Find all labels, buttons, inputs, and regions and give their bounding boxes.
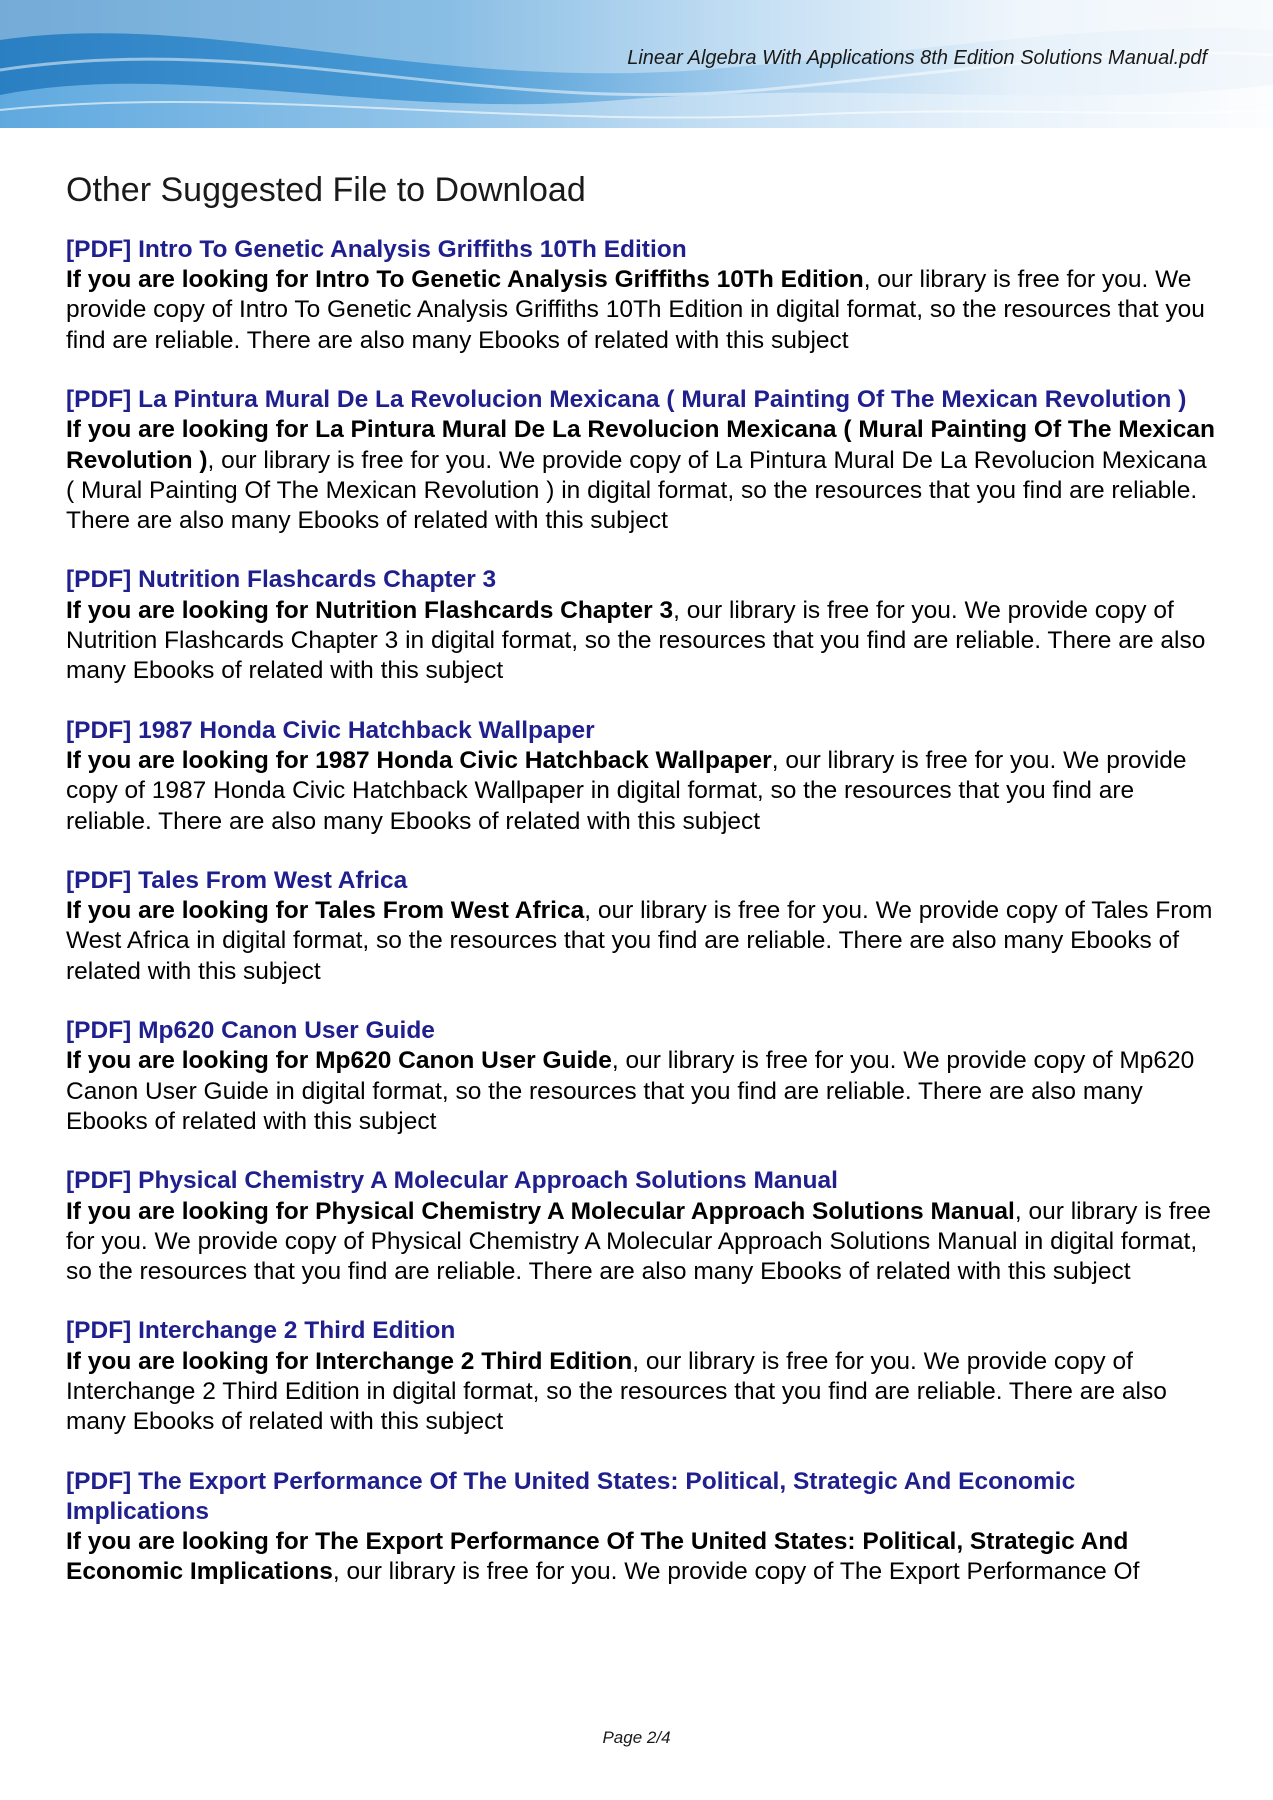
entry-description [66,1046,1216,1137]
suggested-file-link[interactable]: [PDF] Tales From West Africa [66,866,408,894]
entry-description-rest: , our library is free for you. We provide copy of The Export Performance Of [332,1558,1140,1586]
list-item [66,1467,1216,1588]
header-banner [0,0,1273,128]
page-number: Page 2/4 [602,1728,671,1747]
entry-description-rest: , our library is free for you. We provide copy of Nutrition Flashcards Chapter 3 in digital format, so the resources that you find are reliable. There are also many Ebooks of related with this subject [66,596,1206,685]
entry-description [66,1347,1216,1438]
entry-description-rest: , our library is free for you. We provide copy of Tales From West Africa in digital format, so the resources that you find are reliable. There are also many Ebooks of related with this subject [66,897,1213,985]
entry-description [66,1197,1216,1288]
entry-description-bold: If you are looking for La Pintura Mural De La Revolucion Mexicana ( Mural Painting Of The Mexican Revolution ) [66,416,1215,474]
suggested-file-link[interactable]: [PDF] Interchange 2 Third Edition [66,1317,456,1345]
suggested-file-link[interactable]: [PDF] Physical Chemistry A Molecular Approach Solutions Manual [66,1167,838,1195]
entry-description-bold: If you are looking for Mp620 Canon User Guide [66,1047,612,1075]
suggested-file-link[interactable]: [PDF] Nutrition Flashcards Chapter 3 [66,566,497,594]
entry-description-bold: If you are looking for The Export Performance Of The United States: Political, Strategic And Economic Implications [66,1528,1129,1586]
entry-description-bold: If you are looking for Tales From West Africa [66,897,585,925]
entry-description [66,1527,1216,1588]
entry-description-rest: , our library is free for you. We provide copy of Interchange 2 Third Edition in digital format, so the resources that you find are reliable. There are also many Ebooks of related with this subject [66,1347,1167,1436]
entry-description [66,265,1216,356]
suggested-file-link[interactable]: [PDF] Intro To Genetic Analysis Griffiths 10Th Edition [66,235,687,263]
entry-description [66,596,1216,687]
entry-description-bold: If you are looking for Interchange 2 Third Edition [66,1347,633,1375]
suggested-file-link[interactable]: [PDF] The Export Performance Of The United States: Political, Strategic And Economic Implications [66,1467,1076,1525]
entry-description [66,896,1216,987]
main-content [66,170,1216,1617]
entry-description-rest: , our library is free for you. We provide copy of La Pintura Mural De La Revolucion Mexicana ( Mural Painting Of The Mexican Revolution ) in digital format, so the resources that you find are reliable. There are also many Ebooks of related with this subject [66,446,1207,535]
suggested-file-link[interactable]: [PDF] 1987 Honda Civic Hatchback Wallpaper [66,716,595,744]
list-item [66,1166,1216,1287]
section-heading: Other Suggested File to Download [66,171,586,209]
list-item [66,716,1216,837]
list-item [66,565,1216,686]
entry-description-bold: If you are looking for 1987 Honda Civic Hatchback Wallpaper [66,746,772,774]
entry-description [66,415,1216,536]
entry-description-rest: , our library is free for you. We provide copy of 1987 Honda Civic Hatchback Wallpaper in digital format, so the resources that you find are reliable. There are also many Ebooks of related with this subject [66,746,1187,835]
entry-description-rest: , our library is free for you. We provide copy of Mp620 Canon User Guide in digital format, so the resources that you find are reliable. There are also many Ebooks of related with this subject [66,1047,1195,1135]
list-item [66,235,1216,356]
list-item [66,1316,1216,1437]
suggested-file-link[interactable]: [PDF] La Pintura Mural De La Revolucion Mexicana ( Mural Painting Of The Mexican Revolution ) [66,385,1187,413]
entry-description-rest: , our library is free for you. We provide copy of Intro To Genetic Analysis Griffiths 10Th Edition in digital format, so the resources that you find are reliable. There are also many Ebooks of related with this subject [66,266,1205,354]
list-item [66,385,1216,536]
entry-description-rest: , our library is free for you. We provide copy of Physical Chemistry A Molecular Approach Solutions Manual in digital format, so the resources that you find are reliable. There are also many Ebooks of related with this subject [66,1197,1211,1286]
entry-description-bold: If you are looking for Nutrition Flashcards Chapter 3 [66,596,674,624]
suggested-file-link[interactable]: [PDF] Mp620 Canon User Guide [66,1017,435,1045]
entry-description-bold: If you are looking for Physical Chemistry A Molecular Approach Solutions Manual [66,1197,1015,1225]
document-title: Linear Algebra With Applications 8th Edition Solutions Manual.pdf [627,47,1207,69]
list-item [66,1016,1216,1137]
list-item [66,866,1216,987]
entry-description-bold: If you are looking for Intro To Genetic Analysis Griffiths 10Th Edition [66,266,864,294]
entry-description [66,746,1216,837]
